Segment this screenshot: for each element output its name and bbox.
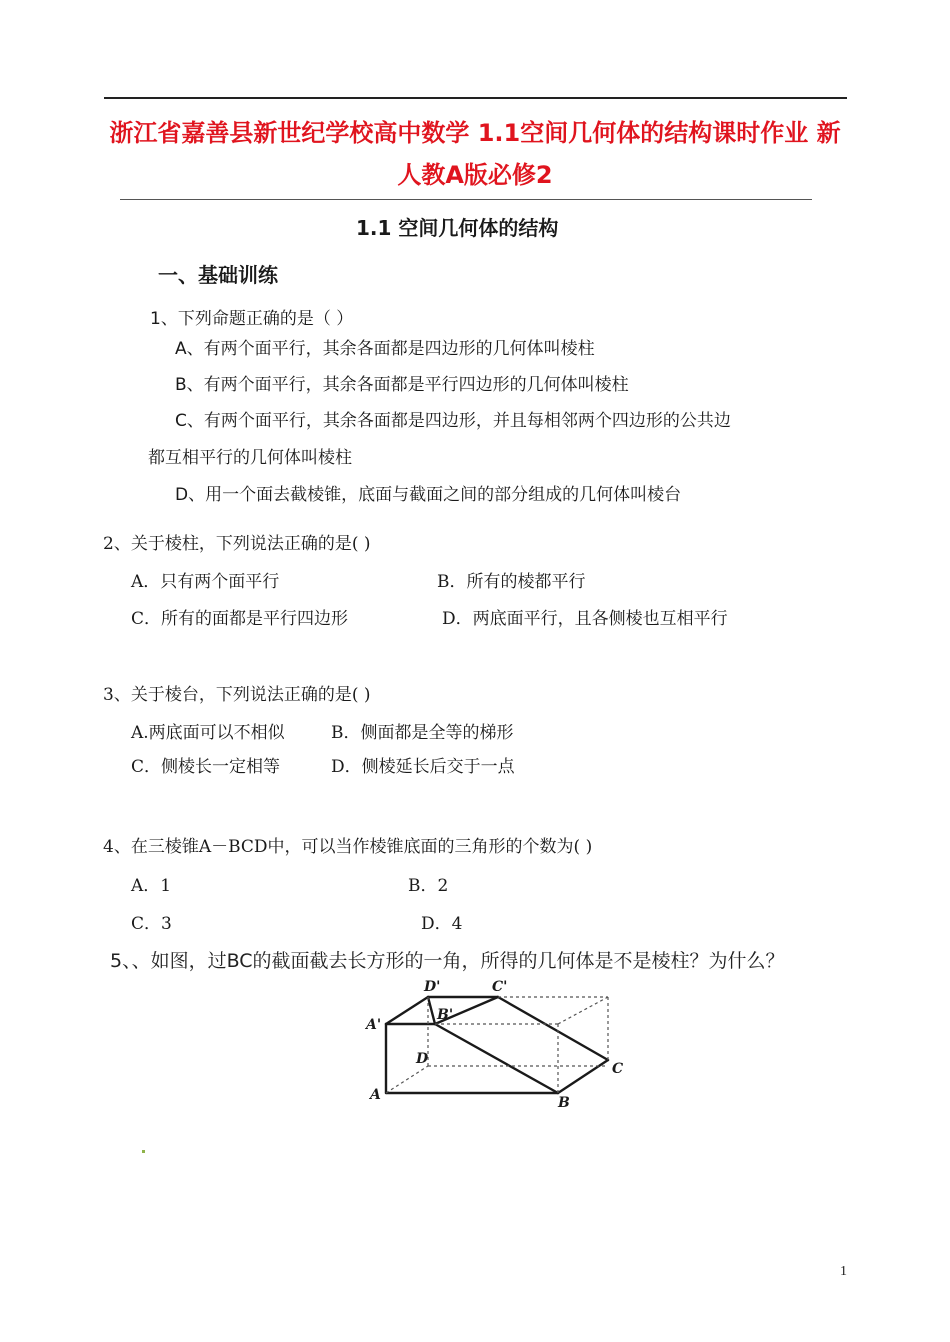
edge-b1b <box>435 1024 558 1093</box>
section-heading: 一、基础训练 <box>158 263 278 287</box>
section-title: 1.1 空间几何体的结构 <box>356 216 559 240</box>
q2-option-d: D．两底面平行，且各侧棱也互相平行 <box>442 609 728 629</box>
q4-option-a: A．1 <box>131 876 172 896</box>
label-a: A <box>370 1087 381 1103</box>
q3-option-a: A.两底面可以不相似 <box>131 723 285 743</box>
label-d-prime: D' <box>424 979 441 995</box>
q2-option-c: C．所有的面都是平行四边形 <box>131 609 349 629</box>
label-c-prime: C' <box>492 979 508 995</box>
q3-stem: 3、关于棱台，下列说法正确的是( ) <box>103 685 371 705</box>
title-divider <box>120 199 812 200</box>
q3-option-c: C．侧棱长一定相等 <box>131 757 281 777</box>
q1-option-a: A、有两个面平行，其余各面都是四边形的几何体叫棱柱 <box>175 339 595 359</box>
q4-option-d: D．4 <box>421 914 463 934</box>
q5-stem: 5、、如图，过BC的截面截去长方形的一角，所得的几何体是不是棱柱？为什么？ <box>110 950 785 972</box>
label-a-prime: A' <box>366 1017 382 1033</box>
q3-option-d: D．侧棱延长后交于一点 <box>331 757 515 777</box>
label-b: B <box>558 1095 570 1110</box>
cut-cuboid-figure <box>360 975 635 1110</box>
q2-stem: 2、关于棱柱，下列说法正确的是( ) <box>103 534 371 554</box>
q1-option-d: D、用一个面去截棱锥，底面与截面之间的部分组成的几何体叫棱台 <box>175 485 682 505</box>
q4-option-c: C．3 <box>131 914 172 934</box>
page-number: 1 <box>840 1264 847 1279</box>
q1-option-c-line1: C、有两个面平行，其余各面都是四边形，并且每相邻两个四边形的公共边 <box>175 411 731 431</box>
q1-stem: 1、下列命题正确的是（ ） <box>150 309 354 329</box>
cut-cuboid-diagram <box>360 975 635 1110</box>
q1-option-b: B、有两个面平行，其余各面都是平行四边形的几何体叫棱柱 <box>175 375 629 395</box>
top-rule <box>104 97 847 99</box>
edge-a1d1 <box>386 997 428 1024</box>
document-title: 浙江省嘉善县新世纪学校高中数学 1.1空间几何体的结构课时作业 新人教A版必修2 <box>109 119 841 189</box>
label-d: D <box>416 1051 429 1067</box>
edge-d1b1 <box>428 997 435 1024</box>
q2-option-b: B．所有的棱都平行 <box>437 572 586 592</box>
q3-option-b: B．侧面都是全等的梯形 <box>331 723 514 743</box>
q4-option-b: B．2 <box>408 876 449 896</box>
stray-mark <box>142 1150 145 1153</box>
q2-option-a: A．只有两个面平行 <box>131 572 280 592</box>
q4-stem: 4、在三棱锥A－BCD中，可以当作棱锥底面的三角形的个数为( ) <box>103 837 593 857</box>
label-c: C <box>612 1061 624 1077</box>
edge-bc <box>558 1060 608 1093</box>
q1-option-c-line2: 都互相平行的几何体叫棱柱 <box>148 448 352 468</box>
label-b-prime: B' <box>437 1007 454 1023</box>
